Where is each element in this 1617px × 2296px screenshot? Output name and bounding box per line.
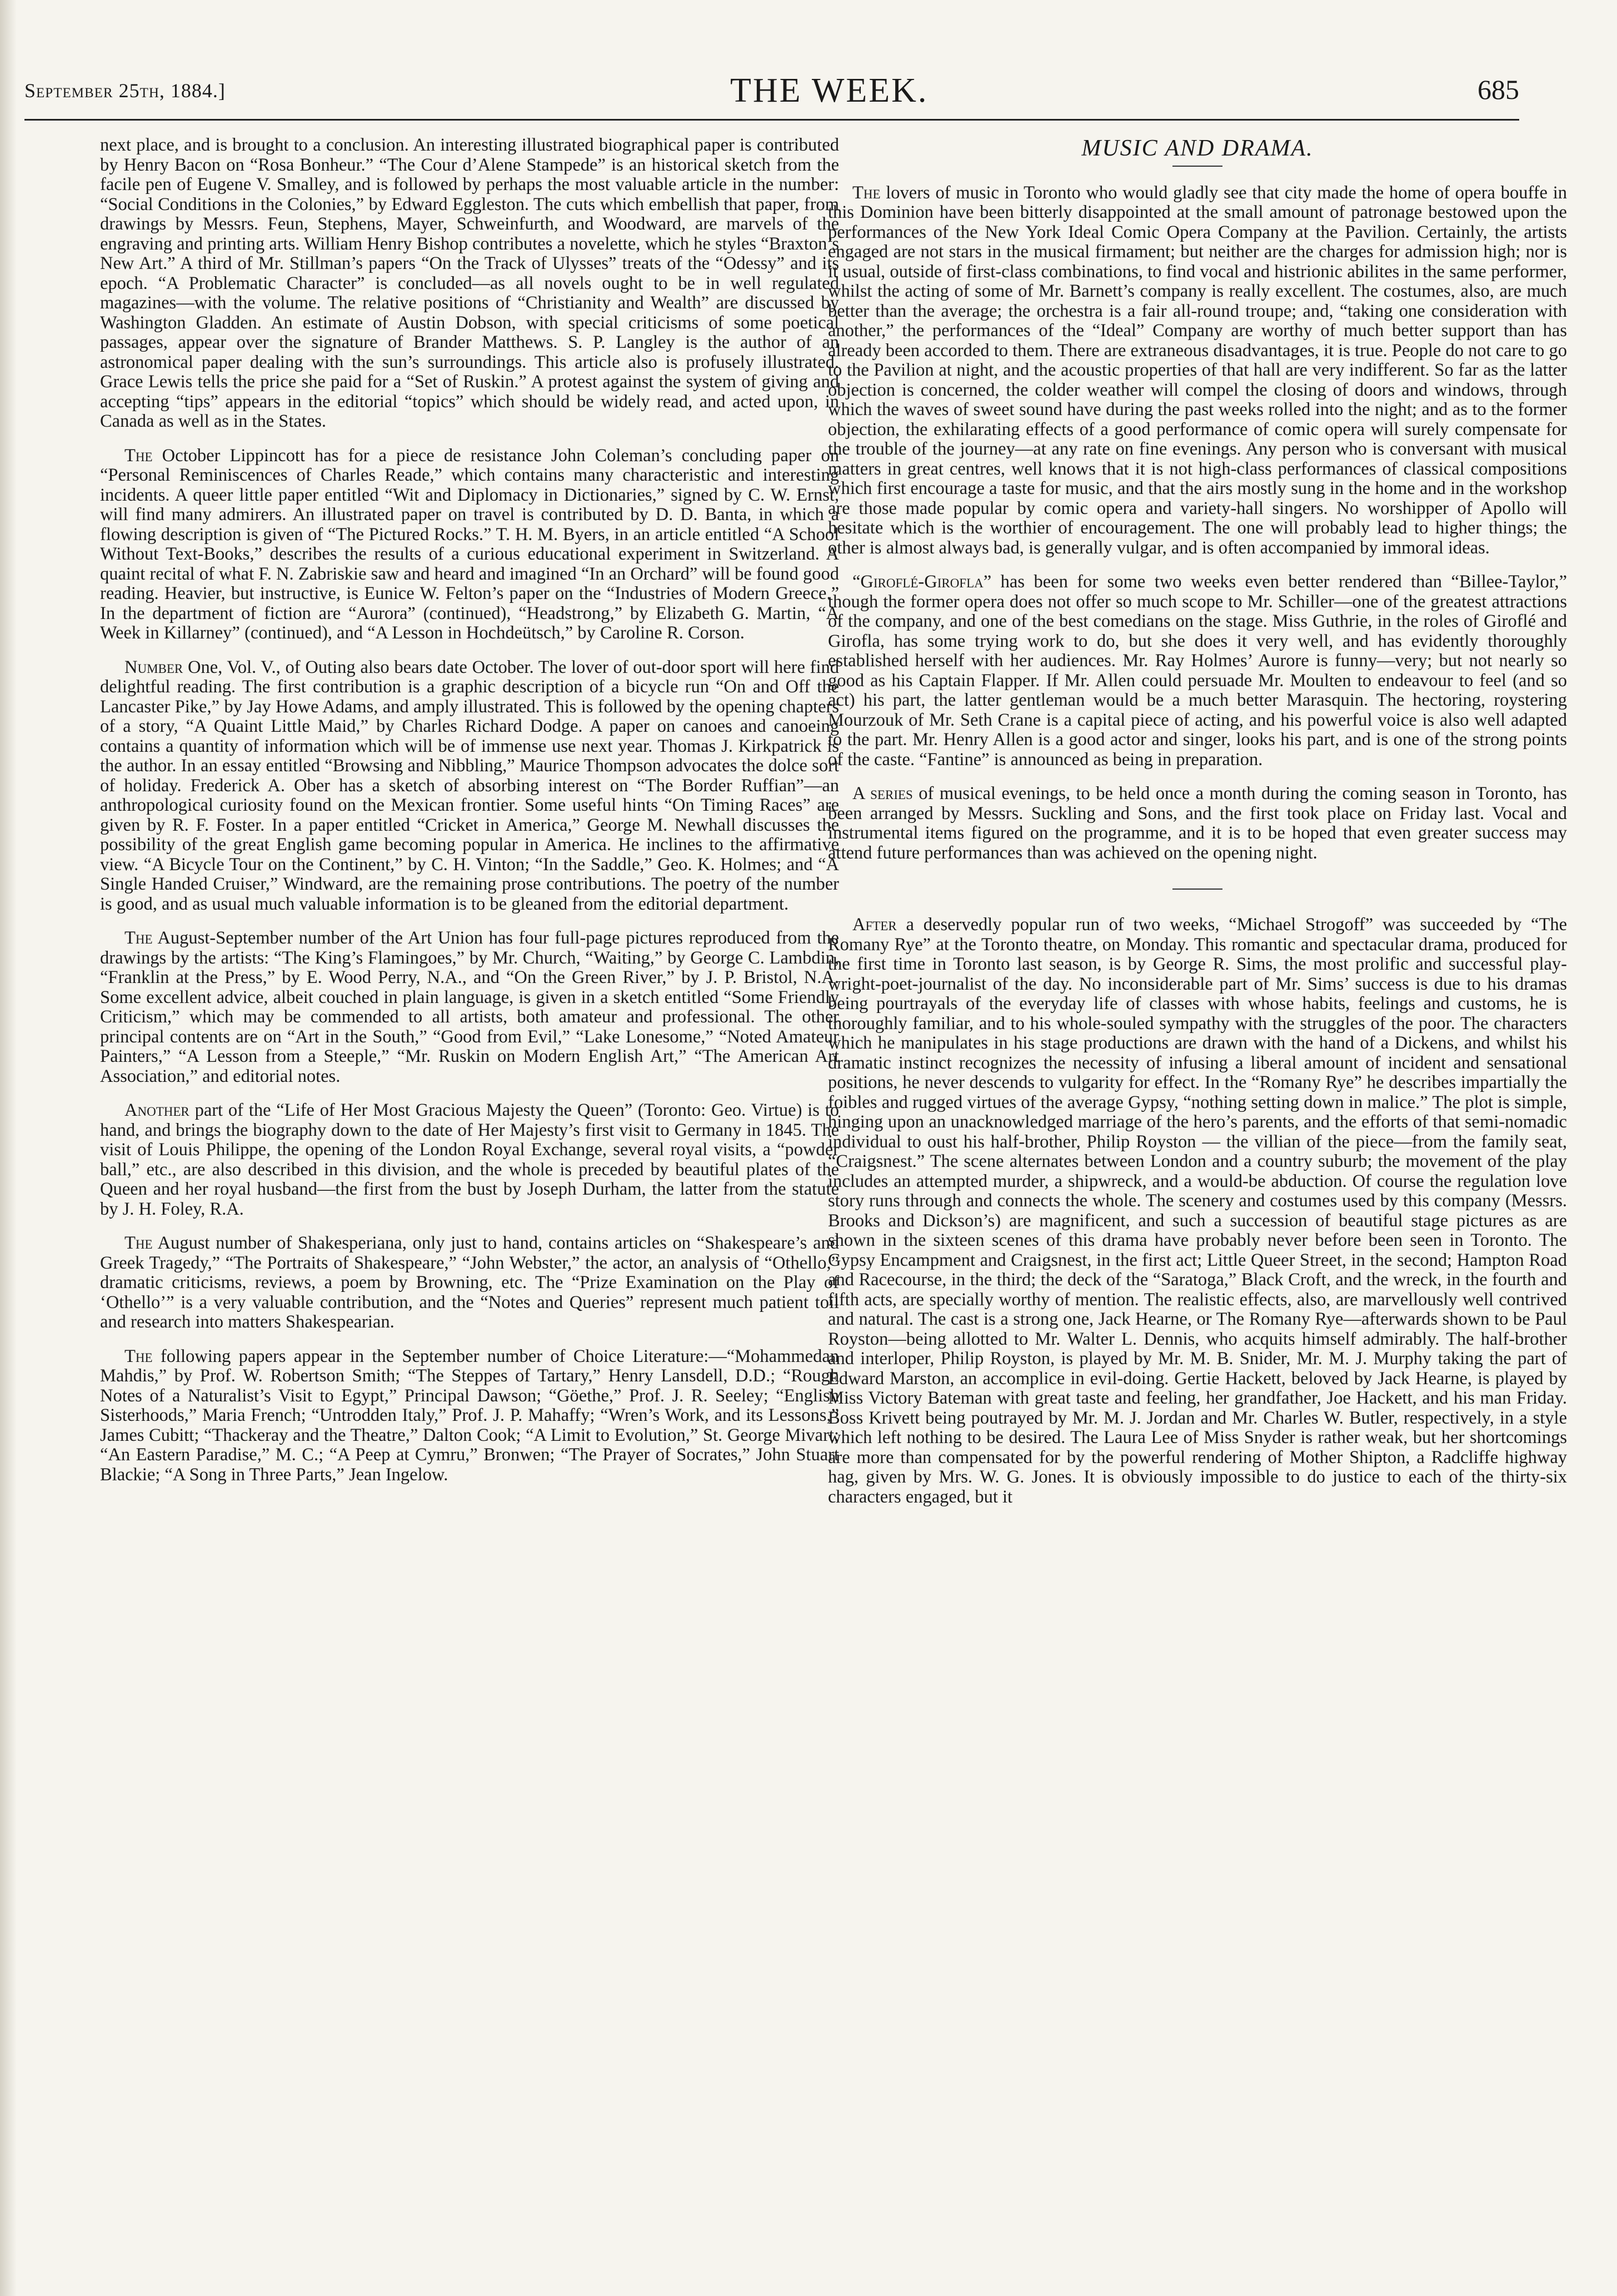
- paragraph-lead: The: [124, 1233, 153, 1253]
- article-paragraph: next place, and is brought to a conclusion. An interesting illustrated biographical paper is contributed by Henry Bacon on “Rosa Bonheur.” “The Cour d’Alene Stampede” is an historical sketch from the facile pen of Eugene V. Smalley, and is followed by perhaps the most valuable article in the number: “Social Conditions in the Colonies,” by Edward Eggleston. The cuts which embellish that paper, from drawings by Messrs. Feun, Stephens, Mayer, Schweinfurth, and Woodward, are marvels of the engraving and printing arts. William Henry Bishop contributes a novelette, which he styles “Braxton’s New Art.” A third of Mr. Stillman’s papers “On the Track of Ulysses” treats of the “Odessy” and its epoch. “A Problematic Character” is concluded—as all novels ought to be in well regulated magazines—with the volume. The relative positions of “Christianity and Wealth” are discussed by Washington Gladden. An estimate of Austin Dobson, with special criticisms of some poetical passages, appear over the signature of Brander Matthews. S. P. Langley is the author of an astronomical paper dealing with the sun’s surroundings. This article also is profusely illustrated. Grace Lewis tells the price she paid for a “Set of Ruskin.” A protest against the system of giving and accepting “tips” appears in the editorial “topics” which should be widely read, and acted upon, in Canada as well as in the States.: [100, 135, 839, 431]
- paragraph-lead: Another: [124, 1100, 189, 1120]
- paragraph-lead: The: [852, 182, 881, 203]
- issue-date: September 25th, 1884.]: [24, 79, 226, 102]
- page-binding-edge: [0, 0, 17, 2296]
- newspaper-title: THE WEEK.: [730, 72, 929, 109]
- right-column: [828, 136, 1567, 1521]
- paragraph-lead: Number: [124, 657, 183, 677]
- page-header: [24, 71, 1519, 116]
- article-paragraph: The August number of Shakesperiana, only just to hand, contains articles on “Shakespeare’s and Greek Tragedy,” “The Portraits of Shakespeare,” “John Webster,” the actor, an analysis of “Othello,” dramatic criticisms, reviews, a poem by Browning, etc. The “Prize Examination on the Play of ‘Othello’” is a very valuable contribution, and the “Notes and Queries” represent much patient toil and research into matters Shakespearian.: [100, 1233, 839, 1332]
- paragraph-lead: The: [124, 445, 153, 466]
- article-paragraph: Number One, Vol. V., of Outing also bears date October. The lover of out-door sport will here find delightful reading. The first contribution is a graphic description of a bicycle run “On and Off the Lancaster Pike,” by Jay Howe Adams, and amply illustrated. This is followed by the opening chapters of a story, “A Quaint Little Maid,” by Charles Richard Dodge. A paper on canoes and canoeing contains a quantity of information which will be of immense use next year. Thomas J. Kirkpatrick is the author. In an essay entitled “Browsing and Nibbling,” Maurice Thompson advocates the dolce sort of holiday. Frederick A. Ober has a sketch of absorbing interest on “The Border Ruffian”—an anthropological curiosity found on the Mexican frontier. Some useful hints “On Timing Races” are given by R. F. Foster. In a paper entitled “Cricket in America,” George M. Newhall discusses the possibility of the great English game becoming popular in America. He inclines to the affirmative view. “A Bicycle Tour on the Continent,” by C. H. Vinton; “In the Saddle,” Geo. K. Holmes; and “A Single Handed Cruiser,” Windward, are the remaining prose contributions. The poetry of the number is good, and as usual much valuable information is to be gleaned from the editorial department.: [100, 657, 839, 914]
- paragraph-lead: A series: [852, 783, 913, 803]
- paragraph-lead: After: [852, 915, 897, 935]
- paragraph-lead: “Giroflé-Girofla”: [852, 572, 992, 592]
- page-number: 685: [1478, 74, 1519, 105]
- left-column: [100, 136, 839, 1499]
- article-paragraph: Another part of the “Life of Her Most Gracious Majesty the Queen” (Toronto: Geo. Virtue) is to hand, and brings the biography down to the date of Her Majesty’s first visit to Germany in 1845. The visit of Louis Philippe, the opening of the London Royal Exchange, several royal visits, a “powder ball,” etc., are also described in this division, and the whole is preceded by beautiful plates of the Queen and her royal husband—the first from the bust by Joseph Durham, the latter from the statute by J. H. Foley, R.A.: [100, 1100, 839, 1219]
- article-paragraph: The August-September number of the Art Union has four full-page pictures reproduced from the drawings by the artists: “The King’s Flamingoes,” by Mr. Church, “Waiting,” by George C. Lambdin, “Franklin at the Press,” by E. Wood Perry, N.A., and “On the Green River,” by J. P. Bristol, N.A. Some excellent advice, albeit couched in plain language, is given in a sketch entitled “Some Friendly Criticism,” which may be commended to all artists, both amateur and professional. The other principal contents are on “Art in the South,” “Good from Evil,” “Lake Lonesome,” “Noted Amateur Painters,” “A Lesson from a Steeple,” “Mr. Ruskin on Modern English Art,” “The American Art Association,” and editorial notes.: [100, 928, 839, 1086]
- article-separator-rule: [1172, 889, 1222, 890]
- article-paragraph: The October Lippincott has for a piece de resistance John Coleman’s concluding paper on “Personal Reminiscences of Charles Reade,” which contains many characteristic and interesting incidents. A queer little paper entitled “Wit and Diplomacy in Dictionaries,” signed by C. W. Ernst, will find many admirers. An illustrated paper on travel is contributed by D. D. Banta, in which a flowing description is given of “The Pictured Rocks.” T. H. M. Byers, in an article entitled “A School Without Text-Books,” describes the results of a curious educational experiment in Switzerland. A quaint recital of what F. N. Zabriskie saw and heard and imagined “In an Orchard” will be found good reading. Heavier, but instructive, is Eunice W. Felton’s paper on the “Industries of Modern Greece.” In the department of fiction are “Aurora” (continued), “Headstrong,” by Elizabeth G. Martin, “A Week in Killarney” (continued), and “A Lesson in Hochdeütsch,” by Caroline R. Corson.: [100, 445, 840, 643]
- section-title: MUSIC AND DRAMA.: [1081, 136, 1314, 161]
- article-paragraph: After a deservedly popular run of two weeks, “Michael Strogoff” was succeeded by “The Romany Rye” at the Toronto theatre, on Monday. This romantic and spectacular drama, produced for the first time in Toronto last season, is by George R. Sims, the most prolific and successful play-wright-poet-journalist of the day. No inconsiderable part of Mr. Sims’ success is due to his dramas being pourtrayals of the everyday life of classes with whose habits, feelings and customs, he is thoroughly familiar, and to his whole-souled sympathy with the struggles of the poor. The characters which he manipulates in his stage productions are drawn with the hand of a Dickens, and whilst his dramatic instinct recognizes the necessity of infusing a liberal amount of incident and sensational positions, he never descends to vulgarity for effect. In the “Romany Rye” he describes impartially the foibles and rugged virtues of the average Gypsy, “nothing setting down in malice.” The plot is simple, hinging upon an unacknowledged marriage of the hero’s parents, and the efforts of that semi-nomadic individual to oust his half-brother, Philip Royston — the villian of the piece—from the family seat, “Craigsnest.” The scene alternates between London and a country suburb; the movement of the play includes an attempted murder, a shipwreck, and a would-be abduction. Of course the regulation love story runs through and connects the whole. The scenery and costumes used by this company (Messrs. Brooks and Dickson’s) are magnificent, and such a succession of beautiful stage pictures as are shown in the sixteen scenes of this drama have probably never before been seen in Toronto. The Gypsy Encampment and Craigsnest, in the first act; Little Queer Street, in the second; Hampton Road and Racecourse, in the third; the deck of the “Saratoga,” Black Croft, and the wreck, in the fourth and fifth acts, are specially worthy of mention. The realistic effects, also, are marvellously well contrived and natural. The cast is a strong one, Jack Hearne, or The Romany Rye—afterwards shown to be Paul Royston—being allotted to Mr. Walter L. Dennis, who acquits himself admirably. The half-brother and interloper, Philip Royston, is played by Mr. M. B. Snider, Mr. M. J. Murphy taking the part of Edward Marston, an accomplice in evil-doing. Gertie Hackett, beloved by Jack Hearne, is played by Miss Victory Bateman with great taste and feeling, her grandfather, Joe Hackett, and his man Friday. Boss Krivett being poutrayed by Mr. M. J. Jordan and Mr. Charles W. Butler, respectively, in a style which left nothing to be desired. The Laura Lee of Miss Snyder is rather weak, but her shortcomings are more than compensated for by the powerful rendering of Mother Shipton, a Radcliffe highway hag, given by Mrs. W. G. Jones. It is obviously impossible to do justice to each of the thirty-six characters engaged, but it: [828, 915, 1567, 1507]
- paragraph-lead: The: [124, 928, 153, 948]
- article-paragraph: The following papers appear in the September number of Choice Literature:—“Mohammedan Mahdis,” by Prof. W. Robertson Smith; “The Steppes of Tartary,” Henry Lansdell, D.D.; “Rough Notes of a Naturalist’s Visit to Egypt,” Principal Dawson; “Göethe,” Prof. J. R. Seeley; “English Sisterhoods,” Maria French; “Untrodden Italy,” Prof. J. P. Mahaffy; “Wren’s Work, and its Lessons,” James Cubitt; “Thackeray and the Theatre,” Dalton Cook; “A Limit to Evolution,” St. George Mivart; “An Eastern Paradise,” M. C.; “A Peep at Cymru,” Bronwen; “The Prayer of Socrates,” John Stuart Blackie; “A Song in Three Parts,” Jean Ingelow.: [100, 1346, 839, 1485]
- article-paragraph: “Giroflé-Girofla” has been for some two weeks even better rendered than “Billee-Taylor,” though the former opera does not offer so much scope to Mr. Schiller—one of the greatest attractions of the company, and one of the best comedians on the stage. Miss Guthrie, in the roles of Giroflé and Girofla, has some trying work to do, but she does it very well, and has evidently thoroughly established herself with her audiences. Mr. Ray Holmes’ Aurore is funny—very; but not nearly so good as his Captain Flapper. If Mr. Allen could persuade Mr. Moulten to endeavour to feel (and so act) his part, the latter gentleman would be a much better Marasquin. The hectoring, roystering Mourzouk of Mr. Seth Crane is a capital piece of acting, and his powerful voice is also well adapted to the part. Mr. Henry Allen is a good actor and singer, looks his part, and is one of the strong points of the caste. “Fantine” is announced as being in preparation.: [828, 572, 1567, 770]
- section-rule: [1172, 166, 1222, 167]
- paragraph-lead: The: [124, 1346, 153, 1366]
- article-paragraph: A series of musical evenings, to be held once a month during the coming season in Toronto, has been arranged by Messrs. Suckling and Sons, and the first took place on Friday last. Vocal and instrumental items figured on the programme, and it is to be hoped that even greater success may attend future performances than was achieved on the opening night.: [828, 783, 1568, 863]
- article-paragraph: The lovers of music in Toronto who would gladly see that city made the home of opera bouffe in this Dominion have been bitterly disappointed at the small amount of patronage bestowed upon the performances of the New York Ideal Comic Opera Company at the Pavilion. Certainly, the artists engaged are not stars in the musical firmament; but neither are the charges for admission high; nor is it usual, outside of first-class combinations, to find vocal and histrionic abilites in the same performer, whilst the acting of some of Mr. Barnett’s company is really excellent. The costumes, also, are much better than the average; the orchestra is a fair all-round troupe; and, “taking one consideration with another,” the performances of the “Ideal” Company are worthy of much better support than has already been accorded to them. There are extraneous disadvantages, it is true. People do not care to go to the Pavilion at night, and the acoustic properties of that hall are very indifferent. So far as the latter objection is concerned, the colder weather will compel the closing of doors and windows, through which the waves of sweet sound have during the past weeks rolled into the night; and as to the former objection, the exhilarating effects of a good performance of comic opera will surely compensate for the trouble of the journey—at any rate on fine evenings. Any person who is conversant with musical matters in great centres, well knows that it is not high-class performances of classical compositions which first encourage a taste for music, and that the airs mostly sung in the home and in the workshop are those made popular by comic opera and variety-hall singers. No worshipper of Apollo will hesitate which is the worthier of encouragement. The one will probably lead to higher things; the other is almost always bad, is generally vulgar, and is often accompanied by immoral ideas.: [828, 182, 1567, 558]
- header-rule: [24, 119, 1519, 121]
